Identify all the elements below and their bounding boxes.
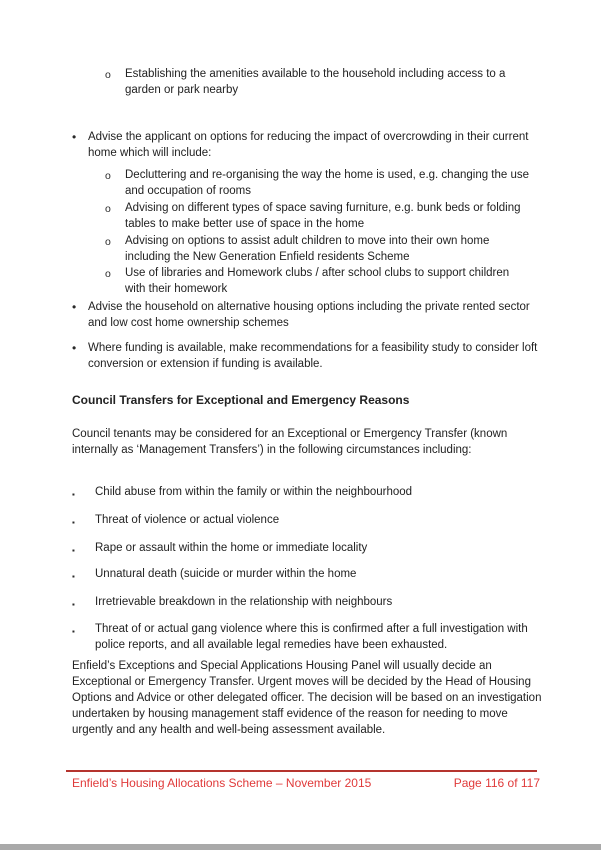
list-item — [105, 265, 531, 297]
list-item-text: Advise the applicant on options for reducing the impact of overcrowding in their current home which will include: — [88, 131, 529, 159]
list-item — [105, 167, 531, 199]
list-item-text: Advise the household on alternative housing options including the private rented sector and low cost home ownership schemes — [88, 301, 530, 329]
list-item-text: Use of libraries and Homework clubs / after school clubs to support children with their homework — [125, 267, 510, 295]
disc-bullet-marker: • — [72, 130, 77, 144]
list-item-text: Advising on different types of space saving furniture, e.g. bunk beds or folding tables to make better use of space in the home — [125, 202, 521, 230]
circle-bullet-marker: o — [105, 236, 111, 248]
list-item — [72, 340, 540, 372]
scan-edge — [0, 844, 601, 850]
list-item-text: Child abuse from within the family or within the neighbourhood — [95, 486, 413, 498]
list-item-text: Advising on options to assist adult children to move into their own home including the New Generation Enfield residents Scheme — [125, 235, 490, 263]
list-item — [72, 512, 543, 531]
list-item-text: Unnatural death (suicide or murder within the home — [95, 568, 357, 580]
circle-bullet-marker: o — [105, 203, 111, 215]
section-heading: Council Transfers for Exceptional and Emergency Reasons — [72, 393, 410, 407]
page-footer — [72, 775, 540, 791]
circle-bullet-marker: o — [105, 170, 111, 182]
list-item — [72, 594, 543, 613]
footer-page-number: Page 116 of 117 — [453, 776, 540, 790]
footer-document-title: Enfield’s Housing Allocations Scheme – November 2015 — [72, 776, 372, 790]
list-item-text: Irretrievable breakdown in the relationship with neighbours — [95, 596, 393, 608]
list-item-text: Where funding is available, make recommendations for a feasibility study to consider loft conversion or extension if funding is available. — [88, 342, 538, 370]
list-item-text: Rape or assault within the home or immediate locality — [95, 542, 368, 554]
square-bullet-marker: ▪ — [72, 546, 75, 555]
list-item-text: Establishing the amenities available to the household including access to a garden or park nearby — [125, 68, 506, 96]
list-item — [72, 621, 543, 653]
list-item-text: Decluttering and re-organising the way the home is used, e.g. changing the use and occupation of rooms — [125, 169, 530, 197]
list-item — [72, 299, 540, 331]
disc-bullet-marker: • — [72, 341, 77, 355]
square-bullet-marker: ▪ — [72, 600, 75, 609]
square-bullet-marker: ▪ — [72, 490, 75, 499]
paragraph: Enfield’s Exceptions and Special Applications Housing Panel will usually decide an Exceptional or Emergency Transfer. Urgent moves will be decided by the Head of Housing Options and Advice or other delegated officer. The decision will be based on an investigation undertaken by housing management staff evidence of the reason for needing to move urgently and any health and well-being assessment available. — [72, 660, 542, 736]
circle-bullet-marker: o — [105, 268, 111, 280]
disc-bullet-marker: • — [72, 300, 77, 314]
square-bullet-marker: ▪ — [72, 627, 75, 636]
square-bullet-marker: ▪ — [72, 572, 75, 581]
list-item — [72, 540, 543, 559]
list-item-text: Threat of or actual gang violence where this is confirmed after a full investigation with police reports, and all available legal remedies have been exhausted. — [95, 623, 528, 651]
footer-rule — [66, 770, 537, 772]
list-item — [72, 566, 543, 585]
list-item — [105, 200, 531, 232]
square-bullet-marker: ▪ — [72, 518, 75, 527]
list-item — [105, 66, 531, 98]
paragraph: Council tenants may be considered for an Exceptional or Emergency Transfer (known internally as ‘Management Transfers’) in the following circumstances including: — [72, 428, 508, 456]
circle-bullet-marker: o — [105, 69, 111, 81]
list-item — [105, 233, 531, 265]
list-item — [72, 484, 543, 503]
list-item — [72, 129, 540, 161]
list-item-text: Threat of violence or actual violence — [95, 514, 280, 526]
